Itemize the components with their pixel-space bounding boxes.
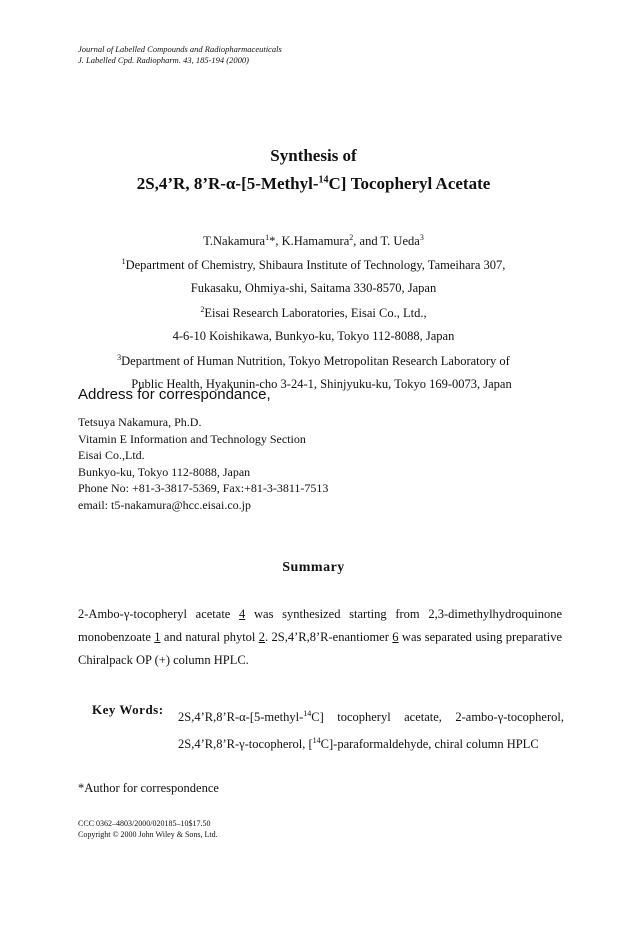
author-3: T. Ueda <box>380 234 420 249</box>
title-line-1: Synthesis of <box>270 146 357 165</box>
contact-line: Bunkyo-ku, Tokyo 112-8088, Japan <box>78 464 251 479</box>
journal-header <box>78 44 282 66</box>
contact-email: email: t5-nakamura@hcc.eisai.co.jp <box>78 497 251 512</box>
compound-ref: 1 <box>154 630 161 644</box>
author-1: T.Nakamura <box>203 234 266 249</box>
compound-ref: 6 <box>392 630 399 644</box>
contact-line: Tetsuya Nakamura, Ph.D. <box>78 415 202 429</box>
journal-citation: J. Labelled Cpd. Radiopharm. 43, 185-194 (2000) <box>78 55 249 65</box>
keywords-label: Key Words: <box>92 702 164 717</box>
compound-ref: 2 <box>258 630 266 644</box>
contact-line: Vitamin E Information and Technology Section <box>78 431 306 446</box>
title-line-2: 2S,4’R, 8’R-α-[5-Methyl-$^{14}$C] Tocopheryl Acetate <box>136 174 491 193</box>
summary-heading: Summary <box>282 560 345 575</box>
copyright: Copyright © 2000 John Wiley & Sons, Ltd. <box>78 830 218 839</box>
contact-line: Phone No: +81-3-3817-5369, Fax:+81-3-3811-7513 <box>78 481 329 495</box>
affiliation-3-line-2: Public Health, Hyakunin-cho 3-24-1, Shinjyuku-ku, Tokyo 169-0073, Japan <box>131 377 512 391</box>
contact-line: Eisai Co.,Ltd. <box>78 448 145 462</box>
journal-name: Journal of Labelled Compounds and Radiopharmaceuticals <box>78 44 282 54</box>
correspondence-heading: Address for correspondance, <box>78 386 271 403</box>
summary-paragraph: 2-Ambo-γ-tocopheryl acetate 4 was synthesized starting from 2,3-dimethylhydroquinone monobenzoate 1 and natural phytol 2. 2S,4’R,8’R-enantiomer 6 was separated using preparative Chiralpack OP (+) column HPLC. <box>78 607 563 667</box>
author-note: *Author for correspondence <box>78 781 219 795</box>
affiliation-2-line-1: $^2$Eisai Research Laboratories, Eisai Co., Ltd., <box>200 305 427 321</box>
correspondence-block <box>78 414 328 513</box>
affiliation-2-line-2: 4-6-10 Koishikawa, Bunkyo-ku, Tokyo 112-8088, Japan <box>172 329 455 343</box>
author-line: T.Nakamura$^1$*, K.Hamamura$^2$, and T. Ueda$^3$ <box>203 233 424 249</box>
keywords-text: 2S,4’R,8’R-α-[5-methyl-$^{14}$C] tocopheryl acetate, 2-ambo-γ-tocopherol, 2S,4’R,8’R-γ-tocopherol, [$^{14}$C]-paraformaldehyde, chiral column HPLC <box>178 709 564 752</box>
ccc-code: CCC 0362–4803/2000/020185–10$17.50 <box>78 819 211 828</box>
compound-ref: 4 <box>239 607 246 621</box>
affiliation-1-line-1: $^1$Department of Chemistry, Shibaura Institute of Technology, Tameihara 307, <box>121 257 506 273</box>
author-2: K.Hamamura <box>281 234 350 249</box>
affiliation-1-line-2: Fukasaku, Ohmiya-shi, Saitama 330-8570, Japan <box>190 281 437 295</box>
copyright-footer <box>78 818 218 840</box>
affiliation-3-line-1: $^3$Department of Human Nutrition, Tokyo Metropolitan Research Laboratory of <box>117 353 510 369</box>
